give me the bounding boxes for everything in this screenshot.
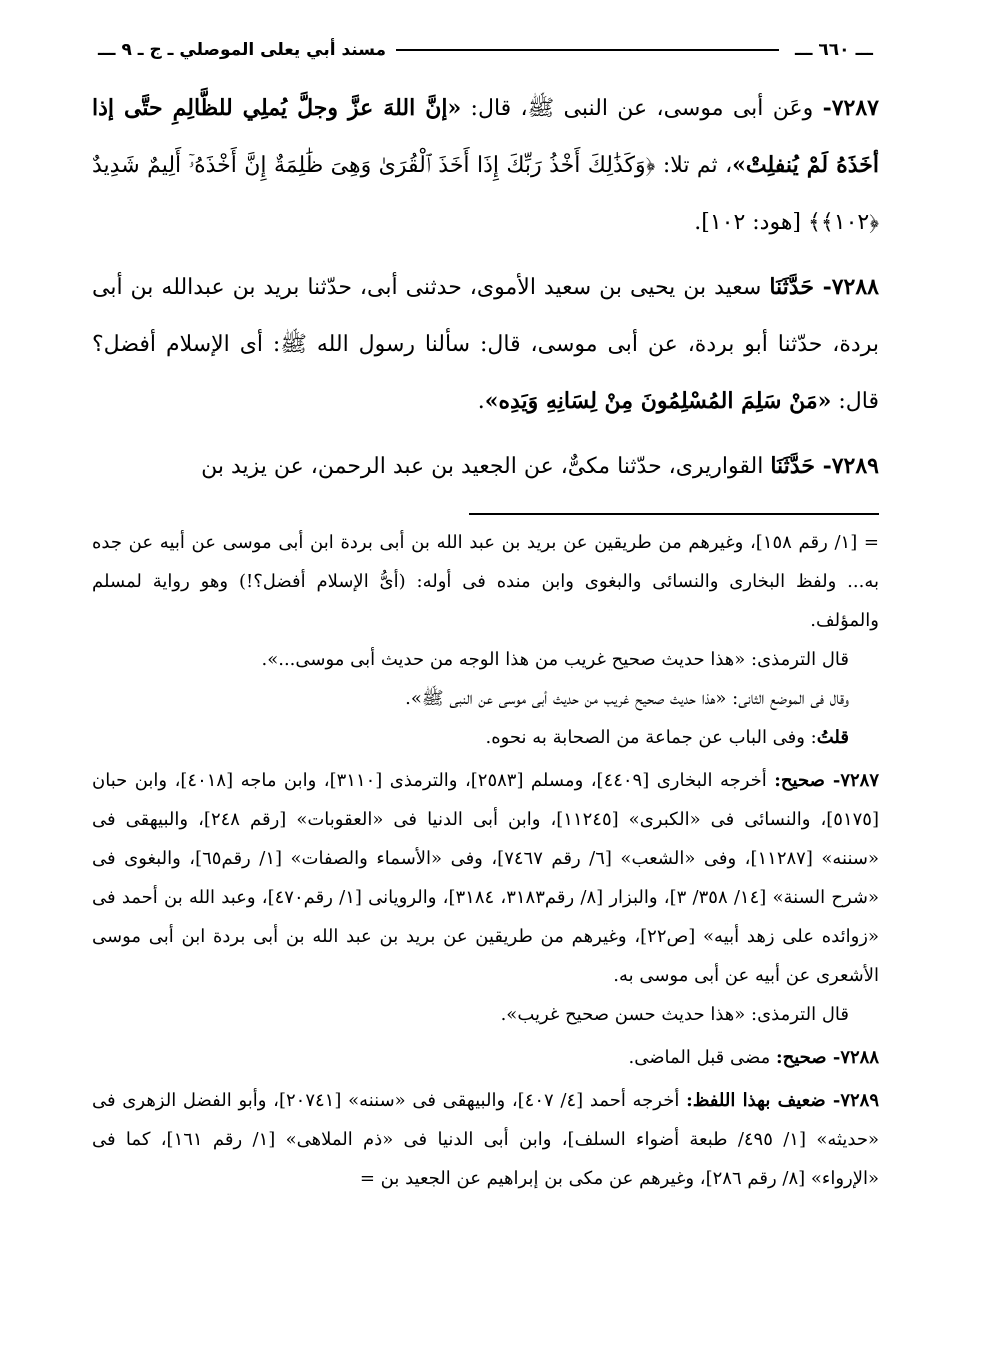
footnote-line: [92, 718, 879, 757]
footnote-continuation: = [١/ رقم ١٥٨]، وغيرهم من طريقين عن بريد بن عبد الله بن أبى بردة ابن أبى موسى عن أبيه عن جده به... ولفظ البخارى والنسائى والبغوى وابن منده فى أوله: (أىُّ الإسلام أفضل؟!) وهو رواية لمسلم والمؤلف.: [92, 532, 879, 631]
hadith-quote: «مَنْ سَلِمَ المُسْلِمُونَ مِنْ لِسَانِهِ وَيَدِه»: [484, 388, 832, 414]
footnote-line: قال الترمذى: «هذا حديث حسن صحيح غريب».: [500, 1004, 849, 1025]
footnote-label: قلتُ: [816, 727, 849, 748]
hadith-7289: [92, 438, 879, 495]
book-title: مسند أبي يعلى الموصلي ـ ج ـ ٩: [121, 40, 387, 60]
footnote-line: قال الترمذى: «هذا حديث صحيح غريب من هذا الوجه من حديث أبى موسى...».: [261, 649, 849, 670]
hadith-text: ، ثم تلا:: [655, 153, 733, 178]
verse-reference: [هود: ١٠٢].: [694, 210, 809, 235]
hadith-text: .: [477, 389, 485, 414]
hadith-7288: [92, 259, 879, 430]
hadith-text: وعَن أبى موسى، عن النبى ﷺ، قال:: [461, 96, 823, 121]
footnote-text: : وفى الباب عن جماعة من الصحابة به نحوه.: [485, 727, 817, 748]
header-dash: ـــ: [855, 40, 873, 60]
page-header: [92, 34, 879, 66]
footnote-7289: [92, 1081, 879, 1198]
footnote-label: ٧٢٨٨- صحيح:: [775, 1047, 879, 1068]
footnote-text: أخرجه أحمد [٤/ ٤٠٧]، والبيهقى فى «سننه» [٢٠٧٤١]، وأبو الفضل الزهرى فى «حديثه» [١/ ٤٩٥/ طبعة أضواء السلف]، وابن أبى الدنيا فى «ذم الملاهى» [١/ رقم ١٦١]، كما فى «الإرواء» [٨/ رقم ٢٨٦]، وغيرهم عن مكى بن إبراهيم عن الجعيد بن =: [92, 1090, 880, 1189]
header-dash: ـــ: [794, 40, 813, 60]
hadith-number: ٧٢٨٧-: [822, 95, 879, 121]
hadith-number: ٧٢٨٩-: [822, 453, 879, 479]
header-rule: [396, 49, 779, 51]
footnote-label: ٧٢٨٩- ضعيف بهذا اللفظ:: [686, 1090, 879, 1111]
footnote-7288: [92, 1038, 879, 1077]
hadith-text: سعيد بن يحيى بن سعيد الأموى، حدثنى أبى، حدّثنا بريد بن عبدالله بن أبى بردة، حدّثنا أبو بردة، عن أبى موسى، قال: سألنا رسول الله ﷺ: أى الإسلام أفضل؟ قال:: [92, 275, 879, 414]
hadith-7287: [92, 80, 879, 251]
main-text: [92, 80, 879, 495]
quran-verse: ﴿وَكَذَٰلِكَ أَخْذُ رَبِّكَ إِذَا أَخَذَ ٱلْقُرَىٰ وَهِىَ ظَٰلِمَةٌ إِنَّ أَخْذَهُۥٓ أَلِيمٌ شَدِيدٌ ﴿١٠٢﴾﴾: [92, 153, 879, 235]
header-dash: ـــ: [98, 40, 116, 60]
footnotes: [92, 523, 879, 1198]
footnote-7287: [92, 761, 879, 995]
haddathana: حَدَّثَنَا: [769, 274, 823, 300]
hadith-quote: «إنَّ اللهَ عزَّ وجلَّ يُملِي للظَّالِمِ حتَّى إذا أخَذَهُ لَمْ يُنفلِتْ»: [92, 95, 879, 178]
page-number: ٦٦٠: [818, 40, 850, 60]
footnote-label: ٧٢٨٧- صحيح:: [774, 770, 879, 791]
footnote-text: أخرجه البخارى [٤٤٠٩]، ومسلم [٢٥٨٣]، والترمذى [٣١١٠]، وابن ماجه [٤٠١٨]، وابن حبان [٥١٧٥]، والنسائى فى «الكبرى» [١١٢٤٥]، وابن أبى الدنيا فى «العقوبات» [رقم ٢٤٨]، والبيهقى فى «سننه» [١١٢٨٧]، وفى «الشعب» [٦/ رقم ٧٤٦٧]، وفى «الأسماء والصفات» [١/ رقم٦٥]، والبغوى فى «شرح السنة» [١٤/ ٣٥٨/ ٣]، والبزار [٨/ رقم٣١٨٣، ٣١٨٤]، والرويانى [١/ رقم٤٧٠]، وعبد الله بن أحمد فى «زوائده على زهد أبيه» [ص٢٢]، وغيرهم من طريقين عن بريد بن عبد الله بن أبى بردة ابن أبى موسى الأشعرى عن أبيه عن أبى موسى به.: [92, 770, 880, 986]
footnote-text: مضى قبل الماضى.: [628, 1047, 776, 1068]
haddathana: حَدَّثَنَا: [770, 453, 823, 479]
hadith-number: ٧٢٨٨-: [822, 274, 879, 300]
hadith-text: القواريرى، حدّثنا مكىٌّ، عن الجعيد بن عبد الرحمن، عن يزيد بن: [201, 454, 771, 479]
footnote-line: وقال فى الموضع الثانى: «هذا حديث صحيح غريب من حديث أبى موسى عن النبى ﷺ».: [405, 688, 849, 709]
footnote-separator: [469, 513, 879, 515]
